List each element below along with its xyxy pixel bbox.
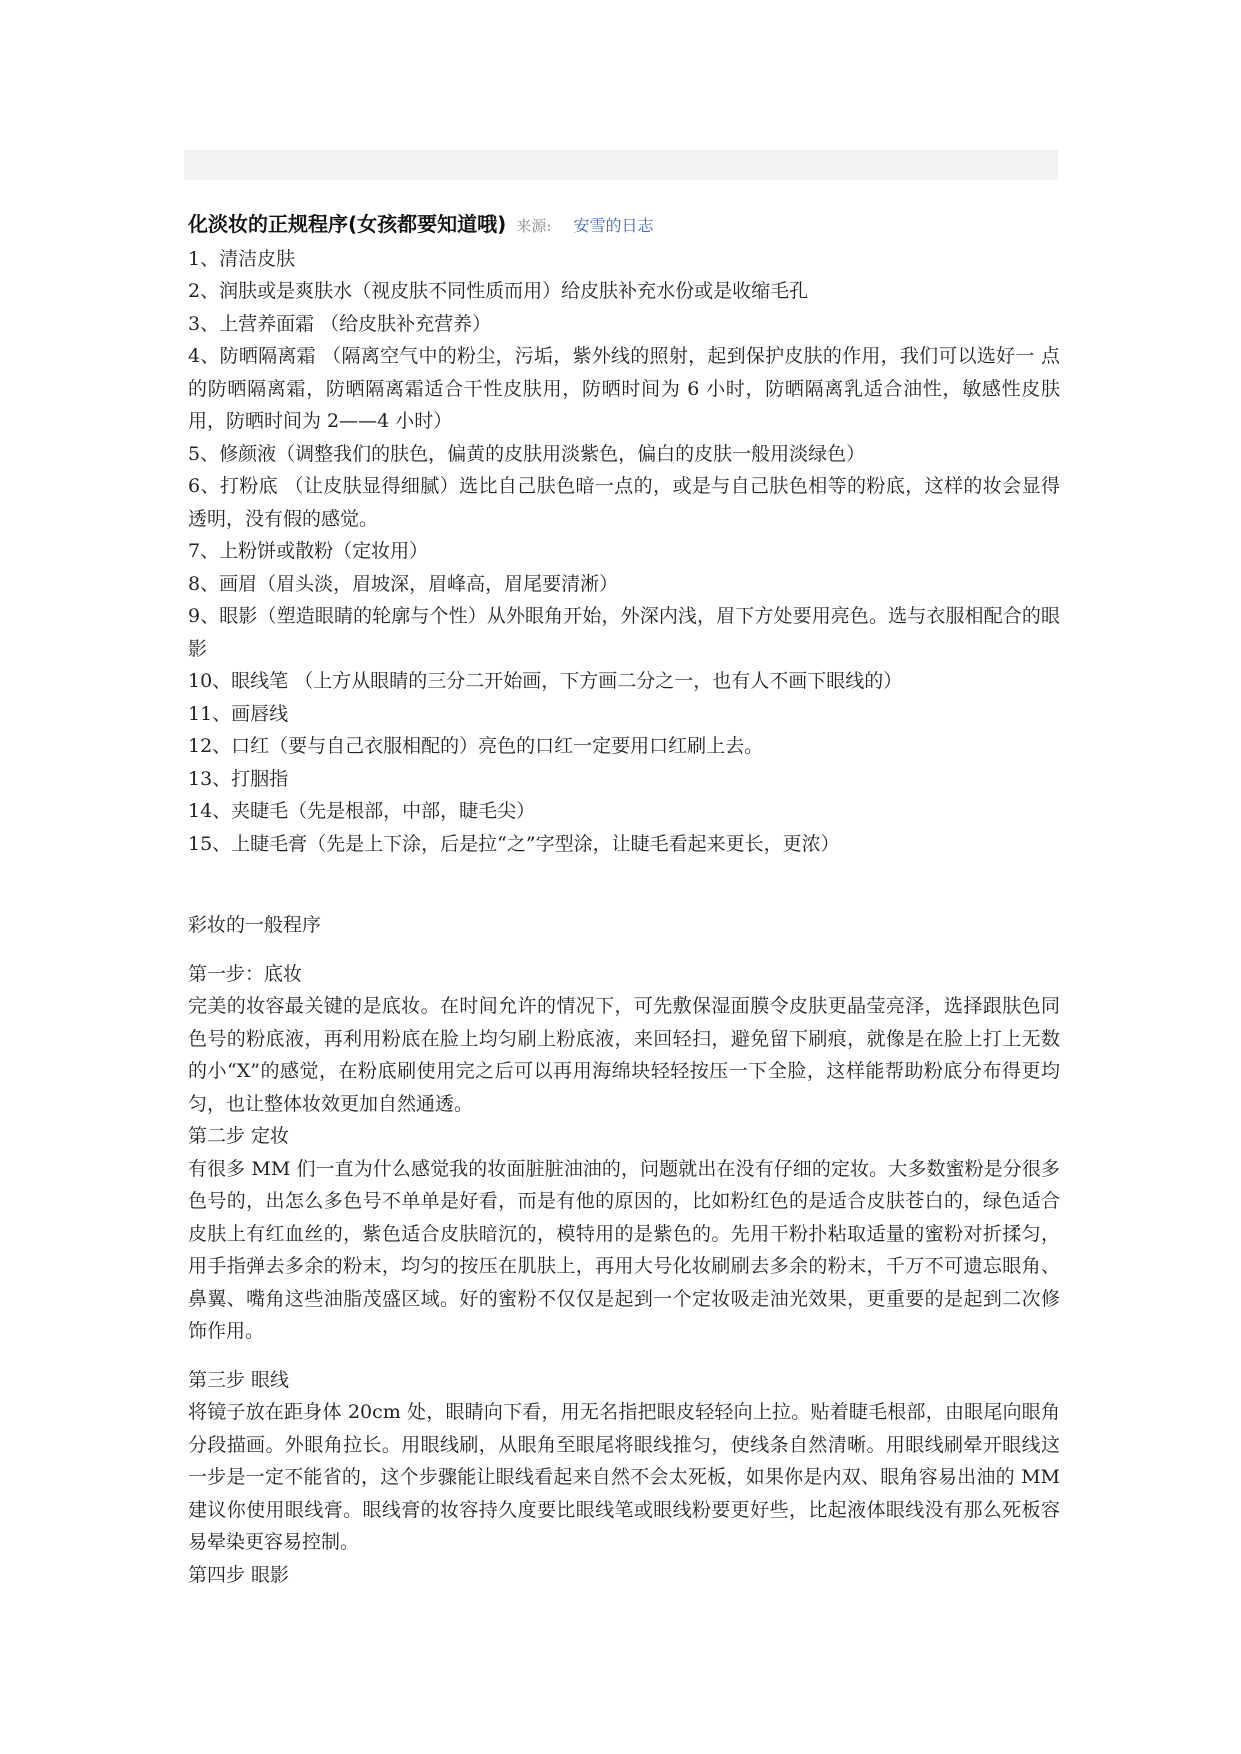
step-item: 14、夹睫毛（先是根部，中部，睫毛尖） [188,800,536,822]
source-label: 来源: [516,217,552,235]
step-item: 5、修颜液（调整我们的肤色，偏黄的皮肤用淡紫色，偏白的皮肤一般用淡绿色） [188,442,866,465]
article-header [188,208,1060,243]
step-item: 10、眼线笔 （上方从眼睛的三分二开始画，下方画二分之一，也有人不画下眼线的） [188,670,903,692]
step-item: 7、上粉饼或散粉（定妆用） [188,540,429,562]
spacer [188,1348,1060,1364]
step-item: 4、防晒隔离霜 （隔离空气中的粉尘，污垢，紫外线的照射，起到保护皮肤的作用，我们可以选好一 点的防晒隔离霜，防晒隔离霜适合干性皮肤用，防晒时间为 6 小时，防晒隔离乳适合油性，敏感性皮肤用，防晒时间为 2——4 小时） [188,345,1060,432]
color-makeup-title: 彩妆的一般程序 [188,914,322,936]
step-item: 8、画眉（眉头淡，眉坡深，眉峰高，眉尾要清淅） [188,572,619,595]
step4-title: 第四步 眼影 [188,1563,290,1586]
document-body [188,208,1060,1591]
step-item: 2、润肤或是爽肤水（视皮肤不同性质而用）给皮肤补充水份或是收缩毛孔 [188,280,809,302]
step-item: 9、眼影（塑造眼睛的轮廓与个性）从外眼角开始，外深内浅，眉下方处要用亮色。选与衣服相配合的眼影 [188,605,1060,660]
top-bar [184,150,1058,180]
step-item: 3、上营养面霜 （给皮肤补充营养） [188,312,492,335]
step-item: 1、清洁皮肤 [188,247,296,270]
spacer [188,942,1060,958]
step-item: 11、画唇线 [188,702,289,725]
step2-title: 第二步 定妆 [188,1125,290,1147]
step-item: 13、打胭指 [188,767,289,790]
step-item: 15、上睫毛膏（先是上下涂，后是拉“之”字型涂，让睫毛看起来更长，更浓） [188,832,840,855]
step1-text: 完美的妆容最关键的是底妆。在时间允许的情况下，可先敷保湿面膜令皮肤更晶莹亮泽，选择跟肤色同色号的粉底液，再利用粉底在脸上均匀刷上粉底液，来回轻扫，避免留下刷痕，就像是在脸上打上无数的小“X”的感觉，在粉底刷使用完之后可以再用海绵块轻轻按压一下全脸，这样能帮助粉底分布得更均匀，也让整体妆效更加自然通透。 [188,995,1060,1115]
step3-text: 将镜子放在距身体 20cm 处，眼睛向下看，用无名指把眼皮轻轻向上拉。贴着睫毛根部，由眼尾向眼角分段描画。外眼角拉长。用眼线刷，从眼角至眼尾将眼线推匀，使线条自然清晰。用眼线刷晕开眼线这一步是一定不能省的，这个步骤能让眼线看起来自然不会太死板，如果你是内双、眼角容易出油的 MM 建议你使用眼线膏。眼线膏的妆容持久度要比眼线笔或眼线粉要更好些，比起液体眼线没有那么死板容易晕染更容易控制。 [188,1401,1060,1553]
step2-text: 有很多 MM 们一直为什么感觉我的妆面脏脏油油的，问题就出在没有仔细的定妆。大多数蜜粉是分很多色号的，出怎么多色号不单单是好看，而是有他的原因的，比如粉红色的是适合皮肤苍白的，绿色适合皮肤上有红血丝的，紫色适合皮肤暗沉的，模特用的是紫色的。先用干粉扑粘取适量的蜜粉对折揉匀，用手指弹去多余的粉末，均匀的按压在肌肤上，再用大号化妆刷刷去多余的粉末，千万不可遗忘眼角、鼻翼、嘴角这些油脂茂盛区域。好的蜜粉不仅仅是起到一个定妆吸走油光效果，更重要的是起到二次修饰作用。 [188,1157,1060,1342]
step-item: 12、口红（要与自己衣服相配的）亮色的口红一定要用口红刷上去。 [188,735,764,757]
step3-title: 第三步 眼线 [188,1368,290,1391]
spacer [188,860,1060,909]
article-title: 化淡妆的正规程序(女孩都要知道哦) [188,212,507,236]
source-link[interactable]: 安雪的日志 [573,216,654,235]
light-makeup-steps [188,243,1060,861]
step1-title: 第一步：底妆 [188,962,303,985]
step-item: 6、打粉底 （让皮肤显得细腻）选比自己肤色暗一点的，或是与自己肤色相等的粉底，这样的妆会显得透明，没有假的感觉。 [188,475,1060,530]
